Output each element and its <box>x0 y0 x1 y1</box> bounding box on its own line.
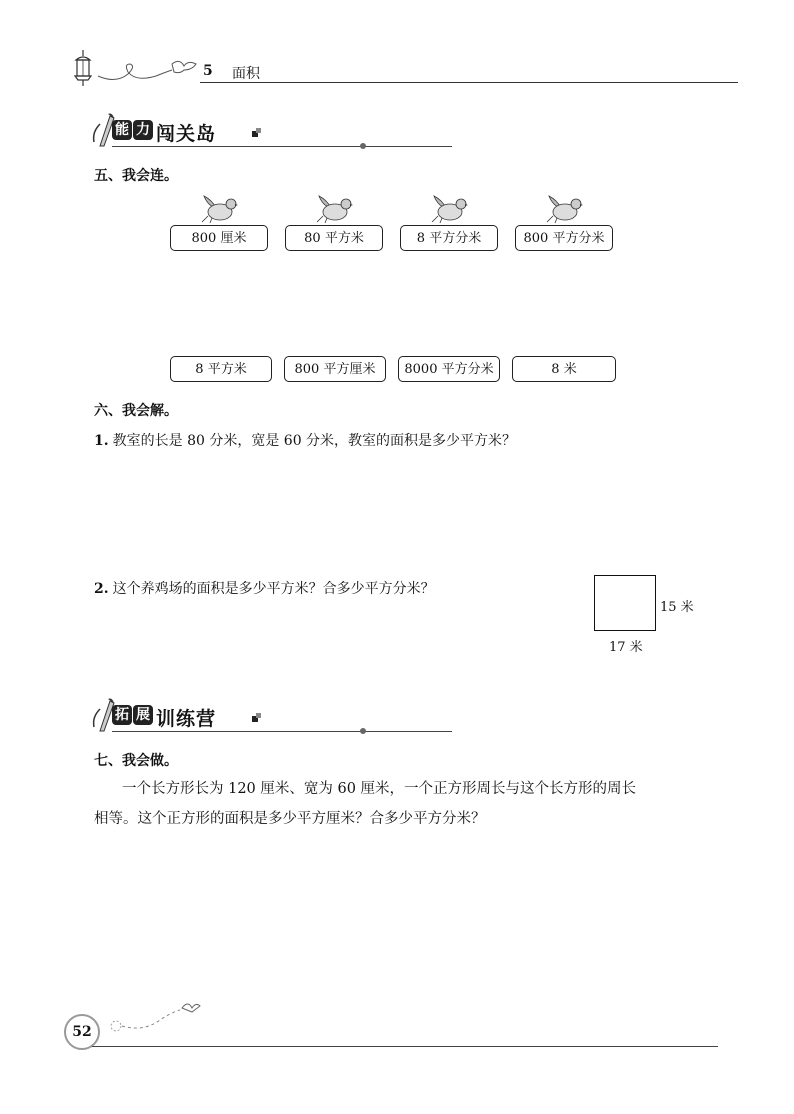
dotted-trail-icon <box>100 996 204 1036</box>
question-7-line-1: 一个长方形长为 120 厘米、宽为 60 厘米，一个正方形周长与这个长方形的周长 <box>122 781 637 797</box>
match-box-bottom[interactable]: 800 平方厘米 <box>284 356 386 382</box>
problem-2-number: 2. <box>94 581 109 597</box>
header-rule <box>200 82 738 83</box>
chicken-farm-rectangle <box>594 575 656 631</box>
section-title: 闯关岛 <box>156 123 217 145</box>
square-ornament-icon <box>252 128 261 137</box>
question-7-line-2: 相等。这个正方形的面积是多少平方厘米？合多少平方分米？ <box>94 811 486 827</box>
bird-icon <box>313 192 353 224</box>
chapter-number: 5 <box>203 63 213 79</box>
section-underline <box>112 731 452 732</box>
badge-char: 展 <box>133 705 153 725</box>
question-6-heading: 六、我会解。 <box>94 403 178 419</box>
badge-char: 能 <box>112 120 132 140</box>
section-title: 训练营 <box>156 708 217 730</box>
page-number: 52 <box>64 1014 100 1050</box>
match-box-top[interactable]: 8 平方分米 <box>400 225 498 251</box>
bottom-length-label: 17 米 <box>609 640 643 655</box>
match-box-top[interactable]: 800 厘米 <box>170 225 268 251</box>
question-7-heading: 七、我会做。 <box>94 753 178 769</box>
problem-1-text: 教室的长是 80 分米，宽是 60 分米，教室的面积是多少平方米？ <box>112 433 517 449</box>
swirl-decoration-icon <box>96 56 200 86</box>
footer-rule <box>92 1046 718 1047</box>
match-box-bottom[interactable]: 8 平方米 <box>170 356 272 382</box>
lantern-icon <box>68 48 98 88</box>
badge-char: 拓 <box>112 705 132 725</box>
bird-icon <box>428 192 468 224</box>
section-badge <box>112 705 153 725</box>
match-box-top[interactable]: 80 平方米 <box>285 225 383 251</box>
section-banner-extension <box>90 697 380 741</box>
section-dot <box>360 143 366 149</box>
problem-1 <box>94 430 516 450</box>
section-banner-ability <box>90 112 380 156</box>
section-dot <box>360 728 366 734</box>
chapter-title: 面积 <box>232 66 260 82</box>
side-length-label: 15 米 <box>660 600 694 615</box>
problem-2-text: 这个养鸡场的面积是多少平方米？合多少平方分米？ <box>112 581 435 597</box>
question-5-heading: 五、我会连。 <box>94 168 178 184</box>
match-box-bottom[interactable]: 8 米 <box>512 356 616 382</box>
problem-1-number: 1. <box>94 433 109 449</box>
bird-icon <box>198 192 238 224</box>
section-badge <box>112 120 153 140</box>
section-underline <box>112 146 452 147</box>
match-box-bottom[interactable]: 8000 平方分米 <box>398 356 500 382</box>
badge-char: 力 <box>133 120 153 140</box>
problem-2 <box>94 578 435 598</box>
square-ornament-icon <box>252 713 261 722</box>
bird-icon <box>543 192 583 224</box>
question-7-text <box>94 774 694 834</box>
match-box-top[interactable]: 800 平方分米 <box>515 225 613 251</box>
